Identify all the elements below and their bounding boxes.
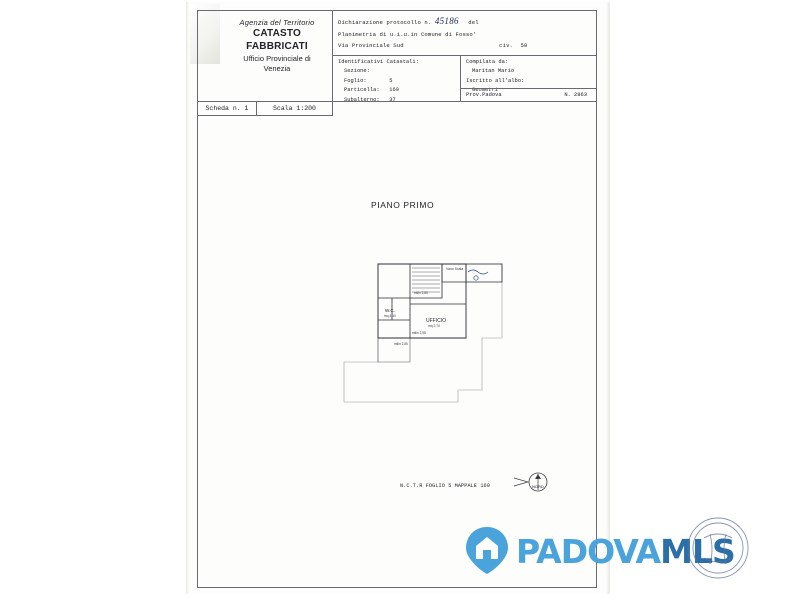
identificativi-row-foglio <box>338 77 460 86</box>
floor-plan-drawing <box>306 242 566 422</box>
prov-label: Prov.Padova <box>466 92 502 98</box>
albo-number <box>564 92 587 98</box>
agency-block <box>222 18 332 73</box>
label-foglio: Foglio: <box>344 77 367 84</box>
identificativi-title: Identificativi Catastali: <box>338 59 419 65</box>
agency-header-box <box>198 10 333 102</box>
scheda-scala-strip <box>198 102 333 116</box>
cadastral-reference-footer: N.C.T.R FOGLIO 5 MAPPALE 169 <box>400 483 490 489</box>
compilata-name: Maritan Mario <box>472 68 515 75</box>
protocol-del-label: del <box>468 19 479 26</box>
svg-text:Vano Scala: Vano Scala <box>446 267 464 271</box>
iscritto-value: Geometri <box>472 87 498 94</box>
label-particella: Particella: <box>344 87 380 94</box>
svg-text:W.C.: W.C. <box>385 308 395 313</box>
svg-text:mtlin 2,85: mtlin 2,85 <box>414 291 428 295</box>
albo-n-value: 2863 <box>574 92 587 98</box>
address-line <box>338 41 593 52</box>
value-subalterno: 37 <box>389 96 396 103</box>
label-subalterno: Subalterno: <box>344 96 380 103</box>
floor-title: PIANO PRIMO <box>371 200 435 210</box>
protocol-label: Dichiarazione protocollo n. <box>338 19 432 26</box>
agency-line-3: Ufficio Provinciale di <box>243 54 311 64</box>
svg-text:NORD: NORD <box>532 484 544 489</box>
svg-text:UFFICIO: UFFICIO <box>426 318 446 324</box>
value-particella: 169 <box>389 87 399 94</box>
svg-text:mq 4,10: mq 4,10 <box>384 314 396 318</box>
prov-row <box>461 88 597 101</box>
address-value: Via Provinciale Sud <box>338 41 404 49</box>
declaration-header-box <box>333 10 597 102</box>
house-pin-icon <box>464 525 510 575</box>
albo-n-label: N. <box>564 92 571 98</box>
identificativi-row-subalterno <box>338 96 460 105</box>
north-indicator <box>512 468 552 496</box>
identificativi-row-particella <box>338 86 460 95</box>
identificativi-row-sezione <box>338 67 460 76</box>
svg-text:mtlin 2,85: mtlin 2,85 <box>394 342 408 346</box>
watermark-padova: PADOVA <box>516 532 661 571</box>
office-stamp <box>684 514 752 582</box>
iscritto-label: Iscritto all'albo: <box>466 77 525 84</box>
svg-text:mq 2,70: mq 2,70 <box>428 324 440 328</box>
label-sezione: Sezione: <box>344 68 370 75</box>
agency-line-1: Agenzia del Territorio <box>239 18 315 27</box>
civ-label: civ. <box>499 41 513 49</box>
agency-line-2: CATASTO FABBRICATI <box>246 28 308 52</box>
protocol-value: 45186 <box>434 16 459 26</box>
compilata-title: Compilata da: <box>466 59 509 65</box>
scheda-number: Scheda n. 1 <box>198 102 257 115</box>
watermark-mls: MLS <box>660 532 735 571</box>
civ-value: 59 <box>520 41 528 49</box>
declaration-rows <box>333 10 597 56</box>
value-foglio: 5 <box>389 77 393 84</box>
catastal-identifiers-row <box>333 56 597 101</box>
protocol-line <box>338 13 593 30</box>
scanned-document-sheet <box>186 2 735 594</box>
scala-value: Scala 1:200 <box>273 105 316 112</box>
identificativi-box <box>333 56 461 101</box>
svg-text:mtlin 2,95: mtlin 2,95 <box>412 331 426 335</box>
agency-line-4: Venezia <box>263 63 291 73</box>
planimetria-line: Planimetria di u.i.u.in Comune di Fosso' <box>338 31 477 39</box>
